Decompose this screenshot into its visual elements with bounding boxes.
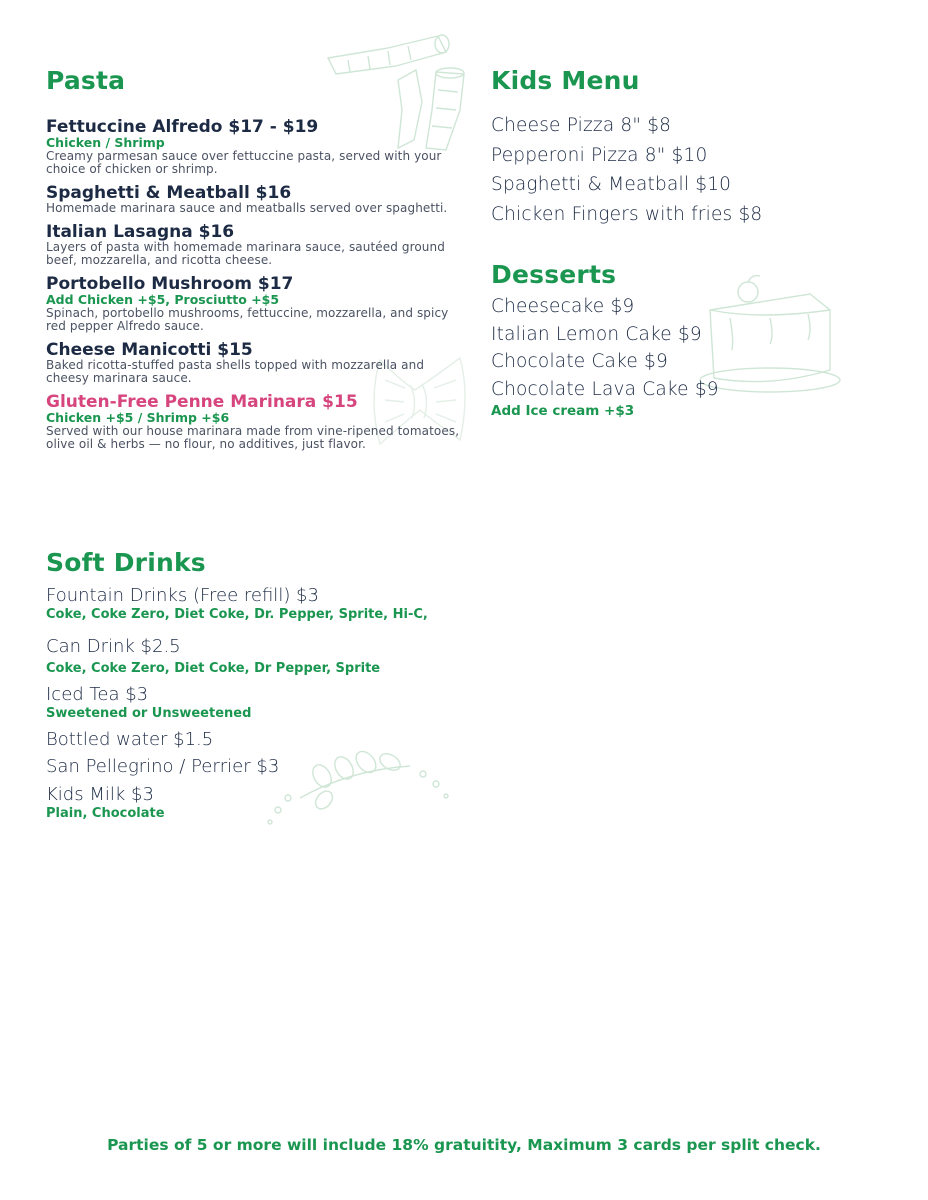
pasta-item-gluten-free xyxy=(46,393,466,451)
drink-item xyxy=(46,636,380,677)
drink-name: Fountain Drinks (Free refill) $3 xyxy=(46,585,319,606)
drink-note: Plain, Chocolate xyxy=(46,806,165,821)
pasta-item-description: Layers of pasta with homemade marinara sauce, sautéed ground beef, mozzarella, and ricotta cheese. xyxy=(46,240,445,267)
pasta-item-name: Cheese Manicotti $15 xyxy=(46,340,253,360)
drink-item xyxy=(46,684,251,722)
pasta-item-description: Spinach, portobello mushrooms, fettuccine, mozzarella, and spicy red pepper Alfredo sauce. xyxy=(46,306,449,333)
dessert-addon: Add Ice cream +$3 xyxy=(491,403,635,419)
drink-item xyxy=(46,729,213,751)
gratuity-footer-note: Parties of 5 or more will include 18% gratuitity, Maximum 3 cards per split check. xyxy=(107,1136,821,1154)
drink-name: Iced Tea $3 xyxy=(46,684,149,705)
dessert-item: Cheesecake $9 xyxy=(491,296,635,317)
dessert-item: Chocolate Cake $9 xyxy=(491,351,668,372)
pasta-item-name: Italian Lasagna $16 xyxy=(46,222,235,242)
pasta-item xyxy=(46,275,466,333)
pasta-item xyxy=(46,118,466,176)
drink-name: Can Drink $2.5 xyxy=(46,636,181,657)
herb-sprig-illustration xyxy=(260,740,460,830)
drink-name: Bottled water $1.5 xyxy=(46,729,214,750)
drink-item xyxy=(46,585,428,623)
pasta-item xyxy=(46,184,466,215)
pasta-item-option: Chicken +$5 / Shrimp +$6 xyxy=(46,410,230,425)
kids-menu-item: Chicken Fingers with fries $8 xyxy=(491,203,763,225)
soft-drinks-title: Soft Drinks xyxy=(46,548,206,577)
desserts-list xyxy=(491,293,891,420)
kids-menu-title: Kids Menu xyxy=(491,66,640,95)
pasta-item xyxy=(46,223,466,267)
kids-menu-list xyxy=(491,111,891,229)
pasta-item-name: Spaghetti & Meatball $16 xyxy=(46,183,292,203)
desserts-title: Desserts xyxy=(491,260,617,289)
pasta-item xyxy=(46,341,466,385)
pasta-item-name: Portobello Mushroom $17 xyxy=(46,274,294,294)
drink-item xyxy=(46,756,279,778)
dessert-item: Italian Lemon Cake $9 xyxy=(491,323,702,345)
drink-note: Coke, Coke Zero, Diet Coke, Dr. Pepper, Sprite, Hi-C, xyxy=(46,607,428,622)
kids-menu-item: Spaghetti & Meatball $10 xyxy=(491,174,732,196)
drink-note: Sweetened or Unsweetened xyxy=(46,706,252,721)
pasta-section-title: Pasta xyxy=(46,66,126,95)
pasta-item-name: Gluten-Free Penne Marinara $15 xyxy=(46,392,358,412)
pasta-item-description: Creamy parmesan sauce over fettuccine pasta, served with your choice of chicken or shrimp. xyxy=(46,149,442,176)
drink-name: Kids Milk $3 xyxy=(46,784,154,805)
pasta-item-description: Homemade marinara sauce and meatballs served over spaghetti. xyxy=(46,201,448,215)
pasta-list xyxy=(46,118,466,459)
kids-menu-item: Cheese Pizza 8" $8 xyxy=(491,115,672,136)
pasta-item-option: Add Chicken +$5, Prosciutto +$5 xyxy=(46,292,280,307)
pasta-item-description: Baked ricotta-stuffed pasta shells topped with mozzarella and cheesy marinara sauce. xyxy=(46,358,425,385)
drink-name: San Pellegrino / Perrier $3 xyxy=(46,756,280,777)
pasta-item-option: Chicken / Shrimp xyxy=(46,135,165,150)
drink-note: Coke, Coke Zero, Diet Coke, Dr Pepper, Sprite xyxy=(46,661,381,676)
dessert-item: Chocolate Lava Cake $9 xyxy=(491,378,719,400)
pasta-item-description: Served with our house marinara made from vine-ripened tomatoes, olive oil & herbs — no flour, no additives, just flavor. xyxy=(46,424,460,451)
pasta-item-name: Fettuccine Alfredo $17 - $19 xyxy=(46,117,319,137)
kids-menu-item: Pepperoni Pizza 8" $10 xyxy=(491,144,708,166)
drink-item xyxy=(46,784,165,822)
